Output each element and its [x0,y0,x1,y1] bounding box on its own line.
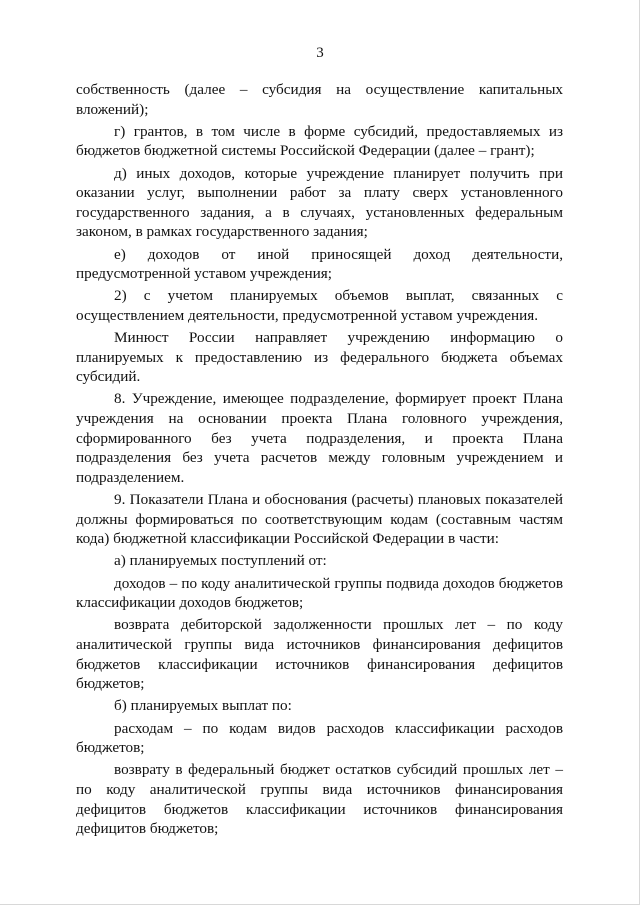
paragraph-planned-receipts: а) планируемых поступлений от: [114,552,327,570]
paragraph-ministry-information: Минюст России направляет учреждению информацию о планируемых к предоставлению из федерального бюджета объемах субсидий. [76,329,563,386]
paragraph-capital-investment-subsidy: собственность (далее – субсидия на осуществление капитальных вложений); [76,81,563,118]
paragraph-subsidy-balance-return: возврату в федеральный бюджет остатков субсидий прошлых лет – по коду аналитической группы вида источников финансирования дефицитов бюджетов классификации источников финансирования дефицитов бюджетов; [76,761,563,838]
paragraph-item-8: 8. Учреждение, имеющее подразделение, формирует проект Плана учреждения на основании проекта Плана головного учреждения, сформированного без учета подразделения, и проекта Плана подразделения без учета расчетов между головным учреждением и подразделением. [76,390,563,486]
paragraph-item-9: 9. Показатели Плана и обоснования (расчеты) плановых показателей должны формироваться по соответствующим кодам (составным частям кода) бюджетной классификации Российской Федерации в части: [76,491,563,548]
paragraph-receivables-return: возврата дебиторской задолженности прошлых лет – по коду аналитической группы вида источников финансирования дефицитов бюджетов классификации источников финансирования дефицитов бюджетов; [76,616,563,693]
paragraph-planned-payments-by: б) планируемых выплат по: [114,697,292,715]
paragraph-grants: г) грантов, в том числе в форме субсидий, предоставляемых из бюджетов бюджетной системы Российской Федерации (далее – грант); [76,122,563,160]
page-number: 3 [316,45,324,61]
paragraph-expense-codes: расходам – по кодам видов расходов классификации расходов бюджетов; [76,719,563,757]
paragraph-income-codes: доходов – по коду аналитической группы подвида доходов бюджетов классификации доходов бюджетов; [76,574,563,612]
document-body [76,80,563,839]
paragraph-income-generating-activity: е) доходов от иной приносящей доход деятельности, предусмотренной уставом учреждения; [76,245,563,283]
paragraph-other-income: д) иных доходов, которые учреждение планирует получить при оказании услуг, выполнении работ за плату сверх установленного государственного задания, а в случаях, установленных федеральным законом, в рамках государственного задания; [76,164,563,241]
paragraph-planned-payments: 2) с учетом планируемых объемов выплат, связанных с осуществлением деятельности, предусмотренной уставом учреждения. [76,287,563,324]
